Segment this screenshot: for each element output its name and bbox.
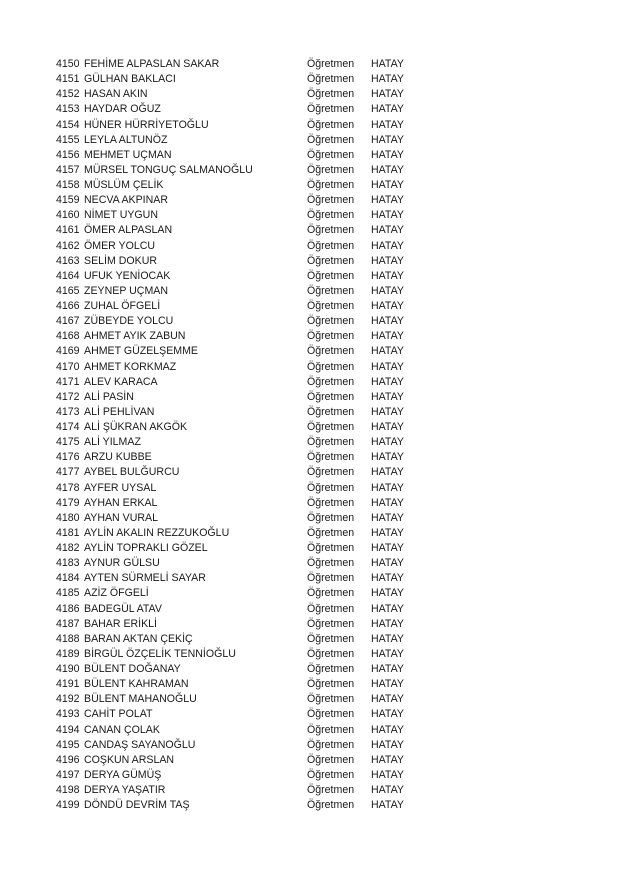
record-number: 4173: [56, 405, 80, 418]
record-title: Öğretmen: [307, 315, 355, 328]
record-name: BÜLENT DOĞANAY: [84, 663, 181, 675]
record-title: Öğretmen: [307, 557, 355, 570]
record-number: 4195: [56, 738, 80, 751]
record-name: AYHAN VURAL: [84, 511, 158, 524]
record-title: Öğretmen: [307, 300, 355, 312]
record-row: [56, 798, 416, 813]
record-title: Öğretmen: [307, 421, 355, 433]
record-name: DERYA GÜMÜŞ: [84, 768, 162, 781]
record-title: Öğretmen: [307, 345, 355, 358]
record-name: SELİM DOKUR: [84, 254, 157, 267]
record-row: [56, 57, 416, 72]
record-row: [56, 178, 416, 193]
record-number: 4182: [56, 542, 80, 554]
record-name: AYTEN SÜRMELİ SAYAR: [84, 572, 206, 585]
record-city: HATAY: [371, 300, 404, 312]
record-title: Öğretmen: [307, 799, 355, 812]
record-title: Öğretmen: [307, 209, 355, 222]
record-city: HATAY: [371, 511, 404, 524]
record-city: HATAY: [371, 693, 404, 706]
record-number: 4162: [56, 239, 80, 252]
record-city: HATAY: [371, 390, 404, 403]
record-city: HATAY: [371, 345, 404, 358]
record-title: Öğretmen: [307, 239, 355, 252]
record-title: Öğretmen: [307, 451, 355, 464]
record-title: Öğretmen: [307, 632, 355, 645]
record-name: GÜLHAN BAKLACI: [84, 73, 176, 86]
record-row: [56, 420, 416, 435]
record-number: 4172: [56, 390, 80, 403]
record-city: HATAY: [371, 784, 404, 796]
record-name: ALİ PEHLİVAN: [84, 405, 155, 418]
record-name: MÜRSEL TONGUÇ SALMANOĞLU: [84, 163, 253, 176]
record-number: 4184: [56, 572, 80, 585]
record-row: [56, 102, 416, 117]
record-city: HATAY: [371, 194, 404, 207]
record-title: Öğretmen: [307, 617, 355, 630]
record-number: 4153: [56, 103, 80, 116]
record-row: [56, 602, 416, 617]
record-title: Öğretmen: [307, 602, 355, 615]
record-name: AYBEL BULĞURCU: [84, 466, 180, 479]
record-row: [56, 526, 416, 541]
record-row: [56, 118, 416, 133]
record-row: [56, 133, 416, 148]
record-name: ÖMER YOLCU: [84, 239, 156, 252]
record-number: 4171: [56, 375, 80, 388]
record-title: Öğretmen: [307, 284, 355, 297]
record-city: HATAY: [371, 148, 404, 161]
record-name: AHMET GÜZELŞEMME: [84, 345, 198, 358]
record-name: UFUK YENİOCAK: [84, 269, 171, 282]
record-row: [56, 647, 416, 662]
record-title: Öğretmen: [307, 511, 355, 524]
record-number: 4169: [56, 345, 80, 358]
record-name: LEYLA ALTUNÖZ: [84, 133, 168, 146]
record-city: HATAY: [371, 466, 404, 479]
record-number: 4197: [56, 768, 80, 781]
record-city: HATAY: [371, 602, 404, 615]
record-city: HATAY: [371, 526, 404, 539]
record-title: Öğretmen: [307, 254, 355, 267]
record-name: CANDAŞ SAYANOĞLU: [84, 738, 196, 751]
record-number: 4175: [56, 436, 80, 449]
record-row: [56, 269, 416, 284]
record-row: [56, 163, 416, 178]
record-name: AYFER UYSAL: [84, 481, 157, 494]
record-title: Öğretmen: [307, 58, 355, 70]
record-title: Öğretmen: [307, 148, 355, 161]
record-row: [56, 193, 416, 208]
record-number: 4198: [56, 784, 80, 796]
record-name: COŞKUN ARSLAN: [84, 753, 175, 766]
record-title: Öğretmen: [307, 542, 355, 554]
record-number: 4177: [56, 466, 80, 479]
record-row: [56, 72, 416, 87]
record-row: [56, 496, 416, 511]
record-row: [56, 344, 416, 359]
record-number: 4181: [56, 526, 80, 539]
record-name: HÜNER HÜRRİYETOĞLU: [84, 118, 209, 131]
record-row: [56, 586, 416, 601]
record-name: BİRGÜL ÖZÇELİK TENNİOĞLU: [84, 647, 236, 660]
record-number: 4192: [56, 693, 80, 706]
record-title: Öğretmen: [307, 526, 355, 539]
record-name: ARZU KUBBE: [84, 451, 152, 464]
record-name: ÖMER ALPASLAN: [84, 224, 173, 237]
record-city: HATAY: [371, 663, 404, 675]
record-row: [56, 617, 416, 632]
record-title: Öğretmen: [307, 436, 355, 449]
record-name: ALEV KARACA: [84, 375, 158, 388]
record-row: [56, 738, 416, 753]
record-number: 4179: [56, 496, 80, 509]
record-title: Öğretmen: [307, 496, 355, 509]
record-city: HATAY: [371, 738, 404, 751]
record-title: Öğretmen: [307, 163, 355, 176]
record-number: 4186: [56, 602, 80, 615]
record-city: HATAY: [371, 572, 404, 585]
record-city: HATAY: [371, 133, 404, 146]
record-number: 4155: [56, 133, 80, 146]
record-name: BÜLENT MAHANOĞLU: [84, 693, 197, 706]
record-number: 4164: [56, 269, 80, 282]
record-row: [56, 632, 416, 647]
record-title: Öğretmen: [307, 390, 355, 403]
record-name: DÖNDÜ DEVRİM TAŞ: [84, 799, 190, 812]
record-number: 4199: [56, 799, 80, 812]
record-title: Öğretmen: [307, 768, 355, 781]
record-row: [56, 768, 416, 783]
record-city: HATAY: [371, 239, 404, 252]
record-number: 4160: [56, 209, 80, 222]
record-row: [56, 299, 416, 314]
record-title: Öğretmen: [307, 663, 355, 675]
record-city: HATAY: [371, 421, 404, 433]
record-city: HATAY: [371, 284, 404, 297]
record-row: [56, 783, 416, 798]
record-title: Öğretmen: [307, 194, 355, 207]
record-row: [56, 360, 416, 375]
record-row: [56, 375, 416, 390]
record-row: [56, 707, 416, 722]
record-city: HATAY: [371, 496, 404, 509]
record-row: [56, 208, 416, 223]
record-title: Öğretmen: [307, 723, 355, 736]
record-title: Öğretmen: [307, 224, 355, 237]
record-name: AYNUR GÜLSU: [84, 557, 160, 570]
record-number: 4178: [56, 481, 80, 494]
record-number: 4158: [56, 179, 80, 191]
record-name: AHMET KORKMAZ: [84, 360, 177, 373]
record-city: HATAY: [371, 103, 404, 116]
record-city: HATAY: [371, 254, 404, 267]
record-city: HATAY: [371, 557, 404, 570]
record-number: 4165: [56, 284, 80, 297]
record-city: HATAY: [371, 179, 404, 191]
record-title: Öğretmen: [307, 753, 355, 766]
record-number: 4161: [56, 224, 80, 237]
record-city: HATAY: [371, 481, 404, 494]
record-row: [56, 723, 416, 738]
record-row: [56, 465, 416, 480]
record-name: HAYDAR OĞUZ: [84, 103, 161, 116]
record-title: Öğretmen: [307, 587, 355, 600]
record-name: ALİ ŞÜKRAN AKGÖK: [84, 421, 188, 433]
record-name: BADEGÜL ATAV: [84, 602, 162, 615]
record-city: HATAY: [371, 632, 404, 645]
record-number: 4190: [56, 663, 80, 675]
record-row: [56, 556, 416, 571]
record-title: Öğretmen: [307, 572, 355, 585]
record-number: 4166: [56, 300, 80, 312]
record-row: [56, 511, 416, 526]
record-name: AZİZ ÖFGELİ: [84, 587, 149, 600]
record-number: 4163: [56, 254, 80, 267]
record-city: HATAY: [371, 753, 404, 766]
record-city: HATAY: [371, 768, 404, 781]
record-name: CANAN ÇOLAK: [84, 723, 160, 736]
record-title: Öğretmen: [307, 678, 355, 691]
record-number: 4152: [56, 88, 80, 101]
record-number: 4159: [56, 194, 80, 207]
record-title: Öğretmen: [307, 88, 355, 101]
record-title: Öğretmen: [307, 738, 355, 751]
record-city: HATAY: [371, 723, 404, 736]
record-title: Öğretmen: [307, 133, 355, 146]
record-name: AYLİN TOPRAKLI GÖZEL: [84, 542, 208, 554]
record-number: 4194: [56, 723, 80, 736]
record-name: BARAN AKTAN ÇEKİÇ: [84, 632, 193, 645]
record-name: NECVA AKPINAR: [84, 194, 168, 207]
record-title: Öğretmen: [307, 693, 355, 706]
record-city: HATAY: [371, 73, 404, 86]
record-name: ALİ PASİN: [84, 390, 134, 403]
record-name: AYHAN ERKAL: [84, 496, 158, 509]
record-row: [56, 677, 416, 692]
record-name: BÜLENT KAHRAMAN: [84, 678, 189, 691]
record-number: 4176: [56, 451, 80, 464]
record-number: 4196: [56, 753, 80, 766]
record-row: [56, 450, 416, 465]
record-city: HATAY: [371, 587, 404, 600]
record-city: HATAY: [371, 330, 404, 343]
record-name: NİMET UYGUN: [84, 209, 158, 222]
record-city: HATAY: [371, 209, 404, 222]
record-city: HATAY: [371, 678, 404, 691]
record-city: HATAY: [371, 799, 404, 812]
record-city: HATAY: [371, 617, 404, 630]
record-number: 4183: [56, 557, 80, 570]
record-name: AYLİN AKALIN REZZUKOĞLU: [84, 526, 230, 539]
record-number: 4191: [56, 678, 80, 691]
record-city: HATAY: [371, 542, 404, 554]
record-number: 4185: [56, 587, 80, 600]
record-name: AHMET AYIK ZABUN: [84, 330, 186, 343]
record-title: Öğretmen: [307, 466, 355, 479]
record-city: HATAY: [371, 708, 404, 721]
record-city: HATAY: [371, 647, 404, 660]
record-number: 4193: [56, 708, 80, 721]
record-row: [56, 148, 416, 163]
record-name: MEHMET UÇMAN: [84, 148, 172, 161]
record-city: HATAY: [371, 315, 404, 328]
record-title: Öğretmen: [307, 330, 355, 343]
record-name: BAHAR ERİKLİ: [84, 617, 158, 630]
record-title: Öğretmen: [307, 179, 355, 191]
record-city: HATAY: [371, 405, 404, 418]
record-name: ZUHAL ÖFGELİ: [84, 300, 161, 312]
record-row: [56, 405, 416, 420]
record-name: MÜSLÜM ÇELİK: [84, 179, 164, 191]
record-row: [56, 571, 416, 586]
record-city: HATAY: [371, 88, 404, 101]
record-row: [56, 284, 416, 299]
record-title: Öğretmen: [307, 405, 355, 418]
record-row: [56, 541, 416, 556]
record-row: [56, 87, 416, 102]
record-title: Öğretmen: [307, 481, 355, 494]
record-title: Öğretmen: [307, 73, 355, 86]
record-city: HATAY: [371, 375, 404, 388]
record-city: HATAY: [371, 118, 404, 131]
record-number: 4170: [56, 360, 80, 373]
record-number: 4188: [56, 632, 80, 645]
record-name: CAHİT POLAT: [84, 708, 153, 721]
record-title: Öğretmen: [307, 118, 355, 131]
record-number: 4157: [56, 163, 80, 176]
record-title: Öğretmen: [307, 360, 355, 373]
record-row: [56, 223, 416, 238]
record-name: FEHİME ALPASLAN SAKAR: [84, 58, 220, 70]
record-number: 4187: [56, 617, 80, 630]
record-name: ZEYNEP UÇMAN: [84, 284, 168, 297]
record-row: [56, 329, 416, 344]
record-list: [56, 57, 416, 813]
record-row: [56, 239, 416, 254]
record-name: DERYA YAŞATIR: [84, 784, 166, 796]
record-name: HASAN AKIN: [84, 88, 148, 101]
record-city: HATAY: [371, 451, 404, 464]
record-title: Öğretmen: [307, 784, 355, 796]
record-city: HATAY: [371, 269, 404, 282]
record-name: ALİ YILMAZ: [84, 436, 141, 449]
record-name: ZÜBEYDE YOLCU: [84, 315, 174, 328]
record-city: HATAY: [371, 163, 404, 176]
record-city: HATAY: [371, 436, 404, 449]
record-row: [56, 435, 416, 450]
record-number: 4150: [56, 58, 80, 70]
record-number: 4174: [56, 421, 80, 433]
record-row: [56, 662, 416, 677]
record-title: Öğretmen: [307, 647, 355, 660]
record-city: HATAY: [371, 224, 404, 237]
record-number: 4151: [56, 73, 80, 86]
record-number: 4189: [56, 647, 80, 660]
record-row: [56, 753, 416, 768]
record-number: 4154: [56, 118, 80, 131]
record-number: 4167: [56, 315, 80, 328]
record-row: [56, 254, 416, 269]
record-number: 4168: [56, 330, 80, 343]
record-row: [56, 481, 416, 496]
record-title: Öğretmen: [307, 103, 355, 116]
record-title: Öğretmen: [307, 375, 355, 388]
record-number: 4156: [56, 148, 80, 161]
record-title: Öğretmen: [307, 269, 355, 282]
record-city: HATAY: [371, 58, 404, 70]
record-city: HATAY: [371, 360, 404, 373]
record-title: Öğretmen: [307, 708, 355, 721]
record-row: [56, 390, 416, 405]
record-row: [56, 314, 416, 329]
record-row: [56, 692, 416, 707]
record-number: 4180: [56, 511, 80, 524]
